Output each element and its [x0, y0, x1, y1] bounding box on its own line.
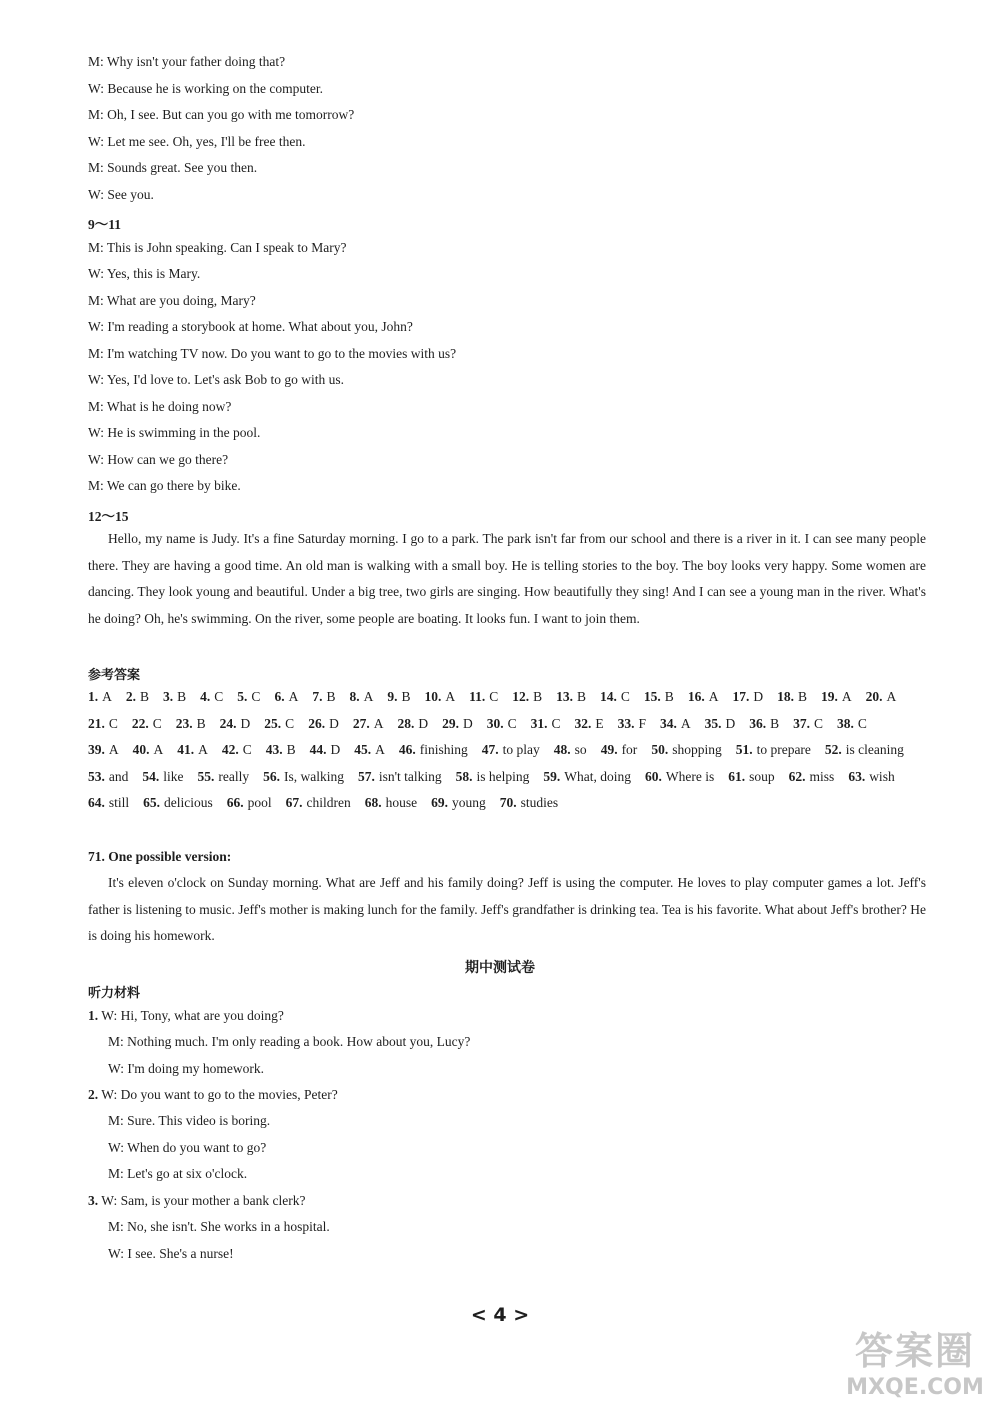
answer-value: C — [507, 715, 517, 731]
answer-value: shopping — [672, 742, 722, 757]
answer-number: 50. — [651, 742, 669, 757]
answer-value: F — [638, 715, 646, 731]
answer-item — [397, 711, 428, 738]
answer-value: A — [375, 742, 385, 757]
answer-value: C — [108, 715, 118, 731]
answer-item — [456, 764, 530, 791]
answer-number: 60. — [645, 768, 662, 784]
passage-12-15 — [88, 526, 926, 632]
answer-number: 21. — [88, 715, 105, 731]
answer-number: 32. — [574, 715, 592, 731]
answer-item — [512, 684, 542, 711]
answer-item — [618, 711, 646, 738]
answer-item — [88, 790, 129, 817]
midterm-heading: 期中测试卷 — [465, 960, 535, 976]
answer-item — [358, 764, 442, 791]
answer-list — [88, 684, 924, 817]
answer-value: E — [595, 715, 604, 731]
answer-value: B — [664, 689, 674, 704]
answer-value: B — [533, 689, 543, 704]
dialogue-line: M: I'm watching TV now. Do you want to go to the movies with us? — [88, 346, 457, 361]
answer-item — [487, 711, 517, 738]
dialogue-line: W: I'm doing my homework. — [108, 1061, 265, 1076]
answer-item — [469, 684, 498, 711]
watermark-url: MXQE.COM — [846, 1375, 984, 1400]
midterm-item-2 — [88, 1087, 338, 1103]
dialogue-line: W: See you. — [88, 187, 154, 202]
answer-value: D — [462, 715, 473, 731]
answer-number: 57. — [357, 768, 375, 784]
answer-value: for — [621, 742, 638, 757]
answer-item — [263, 764, 344, 791]
answer-number: 11. — [469, 689, 486, 704]
q71-text: It's eleven o'clock on Sunday morning. What are Jeff and his family doing? Jeff is using the computer. He loves to play computer games a lot. Jeff's father is listening to music. Jeff's mother is making lunch for the family. Jeff's grandfather is drinking tea. Tea is his favorite. What about Jeff's brother? He is doing his homework. — [88, 875, 926, 943]
answer-item — [688, 684, 719, 711]
answer-number: 6. — [274, 689, 285, 704]
answer-value: really — [218, 768, 250, 784]
answer-value: B — [326, 689, 336, 704]
answer-item — [286, 790, 351, 817]
answer-number: 29. — [442, 715, 459, 731]
answer-value: What, doing — [564, 768, 632, 784]
answer-item — [732, 684, 763, 711]
answer-number: 42. — [221, 742, 239, 757]
answer-value: C — [242, 742, 252, 757]
answer-item — [310, 737, 341, 764]
answer-value: C — [551, 715, 561, 731]
dialogue-line: W: Let me see. Oh, yes, I'll be free then. — [88, 134, 306, 149]
answer-number: 61. — [728, 768, 746, 784]
answer-number: 40. — [132, 742, 150, 757]
answer-value: A — [841, 689, 852, 704]
answer-value: is helping — [476, 768, 530, 784]
answer-item — [88, 764, 128, 791]
answer-value: A — [153, 742, 164, 757]
answer-value: A — [108, 742, 119, 757]
answer-value: D — [330, 742, 341, 757]
answer-item — [227, 790, 272, 817]
answer-item — [660, 711, 691, 738]
answer-item — [399, 737, 468, 764]
dialogue-line: W: Hi, Tony, what are you doing? — [101, 1008, 284, 1023]
answer-number: 53. — [88, 768, 105, 784]
answer-value: A — [680, 715, 691, 731]
answer-value: A — [288, 689, 299, 704]
answer-number: 24. — [219, 715, 237, 731]
answer-value: A — [373, 715, 384, 731]
answer-number: 13. — [556, 689, 574, 704]
answer-value: C — [251, 689, 261, 704]
answer-item — [531, 711, 561, 738]
midterm-item-1 — [88, 1008, 284, 1024]
answer-number: 62. — [788, 768, 806, 784]
answer-item — [837, 711, 867, 738]
answer-value: wish — [869, 768, 895, 784]
dialogue-line: W: Sam, is your mother a bank clerk? — [101, 1193, 306, 1208]
answer-number: 18. — [777, 689, 794, 704]
answer-number: 63. — [848, 768, 866, 784]
answer-number: 52. — [824, 742, 842, 757]
answer-number: 36. — [749, 715, 767, 731]
answer-item — [777, 684, 807, 711]
answer-value: B — [770, 715, 780, 731]
answer-item — [266, 737, 296, 764]
answer-value: A — [198, 742, 208, 757]
answer-item — [133, 737, 164, 764]
dialogue-line: M: What are you doing, Mary? — [88, 293, 256, 308]
answer-value: B — [196, 715, 206, 731]
answer-number: 39. — [88, 742, 105, 757]
section-label-9-11: 9～11 — [88, 217, 122, 232]
answer-item — [176, 711, 206, 738]
answer-value: like — [163, 768, 184, 784]
dialogue-line: M: No, she isn't. She works in a hospital. — [108, 1219, 330, 1234]
answer-number: 34. — [659, 715, 677, 731]
dialogue-line: W: How can we go there? — [88, 452, 229, 467]
answer-item — [126, 684, 149, 711]
item-number: 2. — [88, 1087, 99, 1102]
answer-number: 66. — [226, 795, 244, 810]
answer-item — [424, 684, 455, 711]
answer-item — [645, 764, 714, 791]
dialogue-line: M: Oh, I see. But can you go with me tomorrow? — [88, 107, 355, 122]
answer-value: finishing — [419, 742, 468, 757]
answer-value: A — [708, 689, 719, 704]
answer-value: delicious — [164, 795, 213, 810]
answer-value: miss — [809, 768, 835, 784]
answer-item — [274, 684, 298, 711]
answer-number: 3. — [163, 689, 174, 704]
answer-number: 9. — [387, 689, 398, 704]
answer-value: to prepare — [756, 742, 811, 757]
dialogue-line: W: Do you want to go to the movies, Peter? — [101, 1087, 338, 1102]
answer-value: soup — [749, 768, 775, 784]
answer-item — [88, 711, 118, 738]
answer-number: 43. — [265, 742, 283, 757]
dialogue-line: W: I'm reading a storybook at home. What about you, John? — [88, 319, 413, 334]
answer-number: 31. — [530, 715, 548, 731]
dialogue-line: M: We can go there by bike. — [88, 478, 241, 493]
dialogue-line: W: Yes, I'd love to. Let's ask Bob to go with us. — [88, 372, 344, 387]
answer-number: 30. — [486, 715, 504, 731]
dialogue-line: M: Let's go at six o'clock. — [108, 1166, 248, 1181]
dialogue-line: M: Sure. This video is boring. — [108, 1113, 271, 1128]
answer-item — [132, 711, 162, 738]
answer-item — [789, 764, 835, 791]
answer-number: 45. — [354, 742, 372, 757]
answer-value: young — [452, 795, 486, 810]
answer-number: 64. — [88, 795, 105, 810]
answer-number: 7. — [312, 689, 323, 704]
answer-value: D — [329, 715, 339, 731]
answer-item — [821, 684, 852, 711]
answer-item — [163, 684, 186, 711]
answer-value: C — [620, 689, 630, 704]
answer-value: B — [797, 689, 807, 704]
watermark-main: 答案圈 — [854, 1329, 975, 1373]
answer-number: 17. — [732, 689, 750, 704]
answer-item — [220, 711, 251, 738]
answer-item — [88, 684, 112, 711]
answer-value: children — [306, 795, 351, 810]
answer-value: house — [385, 795, 418, 810]
watermark-logo — [840, 1320, 990, 1400]
dialogue-line: W: Because he is working on the computer. — [88, 81, 323, 96]
answer-number: 5. — [237, 689, 248, 704]
answer-item — [543, 764, 631, 791]
answer-item — [500, 790, 558, 817]
answer-item — [142, 764, 183, 791]
answer-item — [198, 764, 250, 791]
answer-item — [237, 684, 260, 711]
answer-number: 35. — [704, 715, 722, 731]
answer-value: Is, walking — [283, 768, 344, 784]
answer-number: 55. — [197, 768, 215, 784]
answer-value: B — [577, 689, 587, 704]
answer-number: 23. — [175, 715, 193, 731]
answer-value: D — [753, 689, 764, 704]
dialogue-line: M: Sounds great. See you then. — [88, 160, 258, 175]
answer-item — [312, 684, 335, 711]
answer-number: 54. — [142, 768, 160, 784]
answer-number: 70. — [499, 795, 517, 810]
answer-number: 26. — [308, 715, 326, 731]
answer-number: 41. — [177, 742, 195, 757]
answer-value: A — [886, 689, 897, 704]
midterm-item-3 — [88, 1193, 305, 1209]
answer-number: 56. — [263, 768, 280, 784]
answer-number: 27. — [352, 715, 370, 731]
answer-number: 68. — [364, 795, 382, 810]
answer-number: 67. — [285, 795, 303, 810]
answer-number: 44. — [309, 742, 327, 757]
answer-number: 2. — [125, 689, 136, 704]
answer-number: 37. — [793, 715, 810, 731]
answer-item — [200, 684, 223, 711]
answer-value: A — [102, 689, 112, 704]
answer-value: studies — [520, 795, 559, 810]
answer-value: A — [445, 689, 456, 704]
answer-item — [556, 684, 586, 711]
answer-number: 14. — [600, 689, 617, 704]
section-label-12-15: 12～15 — [88, 509, 129, 524]
answer-number: 33. — [617, 715, 635, 731]
answer-number: 48. — [553, 742, 571, 757]
answer-value: pool — [247, 795, 272, 810]
answer-value: C — [214, 689, 224, 704]
dialogue-line: M: Why isn't your father doing that? — [88, 54, 286, 69]
answer-item — [431, 790, 486, 817]
dialogue-line: W: I see. She's a nurse! — [108, 1246, 234, 1261]
dialogue-line: W: When do you want to go? — [108, 1140, 267, 1155]
answer-number: 10. — [424, 689, 442, 704]
answer-number: 58. — [455, 768, 473, 784]
answer-title: 参考答案 — [88, 668, 141, 683]
answer-number: 49. — [600, 742, 618, 757]
answer-value: C — [152, 715, 162, 731]
answer-value: so — [574, 742, 587, 757]
answer-value: B — [286, 742, 296, 757]
answer-item — [600, 684, 630, 711]
listening-title: 听力材料 — [88, 986, 141, 1001]
answer-item — [482, 737, 540, 764]
answer-item — [387, 684, 410, 711]
answer-number: 25. — [264, 715, 282, 731]
passage-text: Hello, my name is Judy. It's a fine Saturday morning. I go to a park. The park isn't far from our school and there is a river in it. I can see many people there. They are having a good time. An old man is walking with a small boy. He is telling stories to the boy. The boy looks very happy. Some women are dancing. They look young and beautiful. Under a big tree, two girls are singing. How beautifully they sing! And I can see a young man in the river. What's he doing? Oh, he's swimming. On the river, some people are boating. It looks fun. I want to join them. — [88, 531, 926, 626]
answer-item — [651, 737, 721, 764]
answer-item — [554, 737, 587, 764]
answer-item — [736, 737, 811, 764]
answer-number: 20. — [865, 689, 883, 704]
answer-value: still — [108, 795, 130, 810]
answer-number: 38. — [837, 715, 854, 731]
answer-number: 65. — [143, 795, 161, 810]
answer-value: C — [857, 715, 867, 731]
answer-value: and — [108, 768, 129, 784]
answer-value: Where is — [665, 768, 715, 784]
answer-item — [749, 711, 779, 738]
answer-item — [353, 711, 384, 738]
answer-value: B — [177, 689, 187, 704]
answer-item — [365, 790, 417, 817]
answer-number: 59. — [543, 768, 561, 784]
item-number: 1. — [88, 1008, 99, 1023]
answer-value: C — [285, 715, 295, 731]
answer-number: 8. — [349, 689, 360, 704]
answer-value: B — [401, 689, 411, 704]
answer-value: D — [725, 715, 736, 731]
answer-item — [222, 737, 252, 764]
answer-number: 15. — [643, 689, 661, 704]
answer-item — [143, 790, 213, 817]
answer-item — [601, 737, 638, 764]
answer-item — [866, 684, 897, 711]
dialogue-line: M: This is John speaking. Can I speak to Mary? — [88, 240, 347, 255]
page-number: < 4 > — [470, 1304, 530, 1326]
answer-value: D — [418, 715, 429, 731]
answer-item — [442, 711, 473, 738]
answer-value: C — [489, 689, 499, 704]
answer-item — [793, 711, 823, 738]
dialogue-line: W: He is swimming in the pool. — [88, 425, 261, 440]
answer-number: 12. — [512, 689, 530, 704]
dialogue-line: M: Nothing much. I'm only reading a book. How about you, Lucy? — [108, 1034, 471, 1049]
answer-value: isn't talking — [378, 768, 442, 784]
answer-value: B — [140, 689, 150, 704]
answer-item — [848, 764, 894, 791]
answer-number: 51. — [735, 742, 753, 757]
q71-essay — [88, 870, 926, 950]
q71-title: 71. One possible version: — [88, 849, 232, 864]
answer-number: 69. — [431, 795, 449, 810]
item-number: 3. — [88, 1193, 99, 1208]
answer-item — [264, 711, 294, 738]
answer-number: 16. — [687, 689, 705, 704]
answer-value: A — [363, 689, 374, 704]
answer-value: D — [240, 715, 251, 731]
answer-item — [349, 684, 373, 711]
answer-number: 47. — [481, 742, 499, 757]
dialogue-line: W: Yes, this is Mary. — [88, 266, 201, 281]
answer-value: is cleaning — [845, 742, 904, 757]
answer-item — [177, 737, 208, 764]
answer-item — [88, 737, 119, 764]
dialogue-line: M: What is he doing now? — [88, 399, 232, 414]
answer-number: 4. — [200, 689, 211, 704]
answer-item — [354, 737, 385, 764]
answer-item — [308, 711, 339, 738]
answer-number: 19. — [820, 689, 838, 704]
answer-item — [705, 711, 736, 738]
answer-value: to play — [502, 742, 540, 757]
answer-item — [644, 684, 674, 711]
answer-number: 22. — [131, 715, 149, 731]
answer-number: 46. — [398, 742, 416, 757]
answer-number: 1. — [88, 689, 99, 704]
answer-item — [728, 764, 774, 791]
answer-item — [825, 737, 904, 764]
answer-item — [574, 711, 603, 738]
answer-value: C — [814, 715, 824, 731]
answer-number: 28. — [397, 715, 415, 731]
